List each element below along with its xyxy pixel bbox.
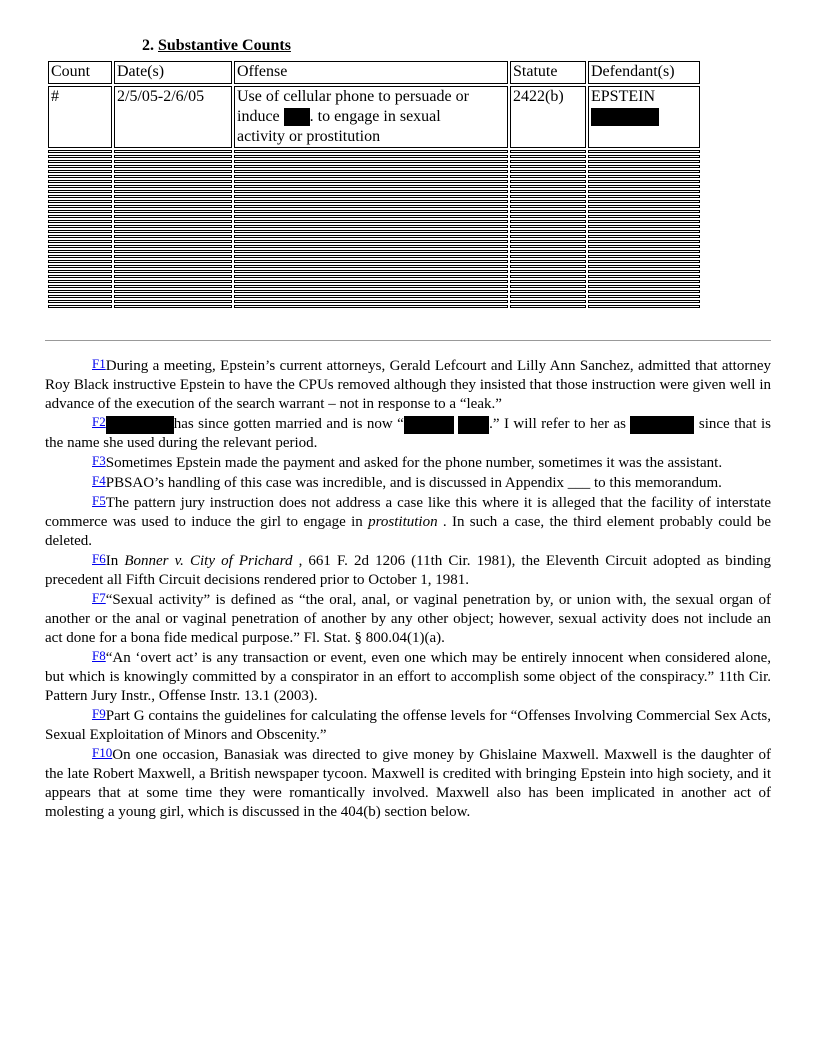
blank-cell [234, 300, 508, 303]
blank-cell [588, 235, 700, 238]
blank-cell [510, 150, 586, 153]
blank-table-row [48, 225, 700, 228]
blank-cell [48, 205, 112, 208]
footnote-text: has since gotten married and is now “ [173, 416, 404, 432]
offense-line-2a: induce [237, 108, 280, 125]
blank-cell [588, 220, 700, 223]
blank-table-row [48, 160, 700, 163]
blank-table-row [48, 245, 700, 248]
cell-defendant [588, 86, 700, 148]
blank-table-row [48, 155, 700, 158]
blank-cell [48, 155, 112, 158]
blank-table-row [48, 290, 700, 293]
blank-cell [234, 155, 508, 158]
blank-cell [114, 295, 232, 298]
blank-cell [234, 170, 508, 173]
blank-cell [234, 290, 508, 293]
blank-cell [510, 165, 586, 168]
blank-cell [114, 215, 232, 218]
blank-table-row [48, 270, 700, 273]
blank-cell [588, 205, 700, 208]
footnote-text: since that is the name she used during the relevant period. [45, 416, 772, 451]
blank-cell [114, 170, 232, 173]
footnote-ref-link[interactable]: F1 [92, 356, 106, 371]
footnote-text: . In such a case, the third element probably could be deleted. [45, 514, 771, 549]
blank-cell [588, 215, 700, 218]
blank-cell [48, 220, 112, 223]
blank-table-row [48, 285, 700, 288]
blank-table-row [48, 300, 700, 303]
blank-cell [588, 160, 700, 163]
blank-cell [114, 230, 232, 233]
blank-cell [48, 235, 112, 238]
substantive-counts-table [46, 59, 702, 310]
blank-table-row [48, 215, 700, 218]
blank-cell [234, 230, 508, 233]
blank-table-row [48, 240, 700, 243]
blank-cell [588, 200, 700, 203]
offense-line-1: Use of cellular phone to persuade or [237, 88, 469, 105]
footnote-2 [45, 415, 771, 453]
footnote-text: “An ‘overt act’ is any transaction or event, even one which may be entirely innocent when considered alone, but which is knowingly committed by a conspirator in an effort to accomplish some object of the conspiracy.” 11th Cir. Pattern Jury Instr., Offense Instr. 13.1 (2003). [45, 650, 771, 704]
blank-cell [234, 220, 508, 223]
redaction-box [630, 416, 694, 434]
blank-cell [48, 260, 112, 263]
blank-cell [48, 200, 112, 203]
blank-cell [588, 280, 700, 283]
blank-cell [114, 220, 232, 223]
footnote-8 [45, 649, 771, 706]
blank-table-row [48, 170, 700, 173]
blank-table-row [48, 255, 700, 258]
blank-cell [510, 205, 586, 208]
blank-cell [114, 200, 232, 203]
blank-cell [510, 245, 586, 248]
blank-cell [114, 260, 232, 263]
blank-cell [114, 160, 232, 163]
blank-cell [588, 195, 700, 198]
blank-cell [588, 185, 700, 188]
blank-cell [114, 225, 232, 228]
blank-cell [114, 290, 232, 293]
cell-offense [234, 86, 508, 148]
blank-cell [234, 180, 508, 183]
blank-cell [234, 205, 508, 208]
blank-table-row [48, 295, 700, 298]
blank-cell [510, 175, 586, 178]
section-title: Substantive Counts [158, 37, 291, 54]
blank-cell [510, 180, 586, 183]
blank-cell [234, 150, 508, 153]
blank-cell [114, 280, 232, 283]
blank-cell [510, 240, 586, 243]
blank-cell [588, 155, 700, 158]
blank-cell [48, 275, 112, 278]
blank-cell [114, 185, 232, 188]
blank-table-row [48, 250, 700, 253]
footnote-10 [45, 746, 771, 822]
blank-cell [588, 270, 700, 273]
blank-cell [588, 255, 700, 258]
blank-cell [114, 240, 232, 243]
blank-table-row [48, 150, 700, 153]
blank-cell [114, 250, 232, 253]
blank-cell [510, 185, 586, 188]
blank-cell [234, 260, 508, 263]
redaction-box [591, 108, 659, 126]
blank-cell [48, 215, 112, 218]
blank-cell [588, 275, 700, 278]
blank-cell [48, 160, 112, 163]
cell-statute: 2422(b) [510, 86, 586, 148]
blank-cell [48, 240, 112, 243]
blank-cell [48, 185, 112, 188]
blank-cell [588, 260, 700, 263]
blank-cell [234, 240, 508, 243]
footnote-ref-link[interactable]: F6 [92, 551, 106, 566]
blank-cell [234, 265, 508, 268]
blank-cell [48, 305, 112, 308]
blank-table-row [48, 265, 700, 268]
footnote-3 [45, 454, 771, 473]
blank-cell [114, 245, 232, 248]
redaction-box [458, 416, 489, 434]
footnotes [45, 357, 771, 823]
blank-table-row [48, 205, 700, 208]
blank-cell [234, 275, 508, 278]
footnote-ref-link[interactable]: F5 [92, 493, 106, 508]
blank-table-row [48, 260, 700, 263]
blank-table-row [48, 180, 700, 183]
blank-cell [588, 250, 700, 253]
blank-table-row [48, 305, 700, 308]
footnote-ref-link[interactable]: F10 [92, 745, 113, 760]
blank-cell [48, 270, 112, 273]
table-header-row [48, 61, 700, 84]
blank-cell [510, 250, 586, 253]
blank-cell [48, 285, 112, 288]
blank-cell [48, 280, 112, 283]
footnote-ref-link[interactable]: F2 [92, 414, 106, 429]
blank-cell [48, 250, 112, 253]
footnote-text: Sometimes Epstein made the payment and asked for the phone number, sometimes it was the assistant. [105, 455, 723, 471]
blank-cell [588, 210, 700, 213]
blank-cell [234, 225, 508, 228]
blank-cell [114, 210, 232, 213]
blank-cell [510, 230, 586, 233]
blank-cell [48, 245, 112, 248]
blank-cell [48, 290, 112, 293]
blank-cell [48, 295, 112, 298]
header-defendants: Defendant(s) [588, 61, 700, 84]
blank-cell [48, 175, 112, 178]
blank-cell [114, 265, 232, 268]
footnote-text: The pattern jury instruction does not address a case like this where it is alleged that the facility of interstate commerce was used to induce the girl to engage in [45, 495, 771, 530]
blank-cell [510, 285, 586, 288]
blank-cell [588, 265, 700, 268]
blank-cell [48, 165, 112, 168]
blank-cell [48, 255, 112, 258]
footnote-1 [45, 357, 771, 414]
blank-cell [114, 285, 232, 288]
blank-cell [234, 255, 508, 258]
blank-cell [234, 175, 508, 178]
header-dates: Date(s) [114, 61, 232, 84]
section-heading [142, 37, 291, 55]
footnote-ref-link[interactable]: F4 [92, 473, 106, 488]
blank-cell [114, 175, 232, 178]
table-row [48, 86, 700, 148]
blank-cell [48, 170, 112, 173]
blank-cell [510, 305, 586, 308]
blank-cell [588, 150, 700, 153]
blank-cell [588, 230, 700, 233]
blank-cell [588, 240, 700, 243]
blank-cell [114, 150, 232, 153]
footnote-text: Part G contains the guidelines for calculating the offense levels for “Offenses Involving Commercial Sex Acts, Sexual Exploitation of Minors and Obscenity.” [45, 708, 771, 743]
blank-cell [510, 200, 586, 203]
blank-cell [114, 235, 232, 238]
blank-cell [588, 190, 700, 193]
header-count: Count [48, 61, 112, 84]
blank-cell [234, 195, 508, 198]
blank-cell [234, 185, 508, 188]
blank-cell [588, 175, 700, 178]
blank-cell [234, 215, 508, 218]
blank-table-row [48, 200, 700, 203]
blank-cell [234, 190, 508, 193]
blank-cell [114, 155, 232, 158]
footnote-7 [45, 591, 771, 648]
blank-table-row [48, 190, 700, 193]
blank-cell [48, 180, 112, 183]
blank-cell [510, 270, 586, 273]
footnote-text: .” I will refer to her as [489, 416, 627, 432]
footnote-ref-link[interactable]: F3 [92, 453, 106, 468]
footnote-text: In [105, 553, 119, 569]
blank-cell [234, 285, 508, 288]
footnote-5 [45, 494, 771, 551]
redaction-box [284, 108, 310, 126]
blank-cell [510, 265, 586, 268]
blank-cell [234, 160, 508, 163]
cell-count: # [48, 86, 112, 148]
header-statute: Statute [510, 61, 586, 84]
footnote-separator [45, 340, 771, 341]
blank-cell [510, 220, 586, 223]
footnote-italic: prostitution [368, 514, 438, 530]
blank-cell [234, 235, 508, 238]
blank-cell [48, 210, 112, 213]
cell-dates: 2/5/05-2/6/05 [114, 86, 232, 148]
redaction-box [106, 416, 174, 434]
blank-cell [48, 230, 112, 233]
blank-cell [510, 195, 586, 198]
blank-table-row [48, 175, 700, 178]
blank-cell [588, 165, 700, 168]
blank-table-row [48, 165, 700, 168]
footnote-text: “Sexual activity” is defined as “the oral, anal, or vaginal penetration by, or union with, the sexual organ of another or the anal or vaginal penetration of another by any other object; however, sexual activity does not include an act done for a bona fide medical purpose.” Fl. Stat. § 800.04(1)(a). [45, 592, 771, 646]
blank-cell [234, 245, 508, 248]
blank-cell [588, 180, 700, 183]
blank-cell [588, 290, 700, 293]
blank-cell [510, 260, 586, 263]
blank-cell [510, 235, 586, 238]
blank-table-row [48, 185, 700, 188]
blank-cell [510, 275, 586, 278]
blank-cell [114, 180, 232, 183]
blank-cell [510, 280, 586, 283]
section-number: 2. [142, 37, 154, 54]
blank-cell [114, 255, 232, 258]
blank-cell [234, 250, 508, 253]
blank-cell [114, 205, 232, 208]
blank-cell [48, 195, 112, 198]
blank-cell [114, 270, 232, 273]
footnote-text: , 661 F. 2d 1206 (11th Cir. 1981), the Eleventh Circuit adopted as binding precedent all Fifth Circuit decisions rendered prior to October 1, 1981. [45, 553, 772, 588]
blank-cell [588, 225, 700, 228]
blank-cell [234, 200, 508, 203]
blank-cell [48, 225, 112, 228]
blank-cell [234, 270, 508, 273]
blank-cell [510, 210, 586, 213]
blank-cell [510, 160, 586, 163]
blank-cell [48, 265, 112, 268]
blank-cell [510, 295, 586, 298]
blank-cell [510, 225, 586, 228]
blank-table-row [48, 280, 700, 283]
blank-cell [48, 300, 112, 303]
footnote-text: During a meeting, Epstein’s current attorneys, Gerald Lefcourt and Lilly Ann Sanchez, admitted that attorney Roy Black instructive Epstein to have the CPUs removed although they insisted that those instruction were given well in advance of the execution of the search warrant – not in response to a “leak.” [45, 358, 771, 412]
blank-table-row [48, 210, 700, 213]
blank-cell [588, 305, 700, 308]
blank-cell [48, 150, 112, 153]
blank-table-row [48, 230, 700, 233]
blank-cell [588, 245, 700, 248]
blank-cell [510, 190, 586, 193]
footnote-text: On one occasion, Banasiak was directed to give money by Ghislaine Maxwell. Maxwell is the daughter of the late Robert Maxwell, a British newspaper tycoon. Maxwell is credited with bringing Epstein into high society, and it appears that at some time they were romantically involved. Maxwell also has been implicated in another act of molesting a young girl, which is discussed in the 404(b) section below. [45, 747, 771, 820]
blank-table-row [48, 220, 700, 223]
footnote-ref-link[interactable]: F9 [92, 706, 106, 721]
offense-line-2b: . to engage in sexual [309, 108, 441, 125]
blank-cell [114, 300, 232, 303]
defendant-name: EPSTEIN [591, 88, 655, 105]
blank-table-row [48, 275, 700, 278]
blank-table-rows [48, 150, 700, 308]
blank-cell [510, 215, 586, 218]
blank-cell [510, 290, 586, 293]
blank-cell [588, 170, 700, 173]
blank-cell [234, 210, 508, 213]
blank-cell [114, 305, 232, 308]
blank-cell [114, 275, 232, 278]
blank-cell [588, 300, 700, 303]
blank-cell [510, 170, 586, 173]
blank-cell [510, 255, 586, 258]
case-name: Bonner v. City of Prichard [124, 553, 293, 569]
blank-cell [48, 190, 112, 193]
footnote-text: PBSAO’s handling of this case was incredible, and is discussed in Appendix ___ to this memorandum. [105, 475, 722, 491]
blank-cell [588, 285, 700, 288]
blank-cell [234, 165, 508, 168]
blank-cell [234, 280, 508, 283]
footnote-9 [45, 707, 771, 745]
blank-cell [114, 190, 232, 193]
blank-cell [510, 300, 586, 303]
blank-cell [510, 155, 586, 158]
blank-table-row [48, 235, 700, 238]
blank-cell [114, 165, 232, 168]
footnote-ref-link[interactable]: F7 [92, 590, 106, 605]
redaction-box [404, 416, 454, 434]
blank-cell [234, 295, 508, 298]
footnote-ref-link[interactable]: F8 [92, 648, 106, 663]
header-offense: Offense [234, 61, 508, 84]
footnote-4 [45, 474, 771, 493]
blank-cell [234, 305, 508, 308]
blank-cell [114, 195, 232, 198]
blank-table-row [48, 195, 700, 198]
blank-cell [588, 295, 700, 298]
offense-line-3: activity or prostitution [237, 128, 381, 145]
footnote-6 [45, 552, 771, 590]
